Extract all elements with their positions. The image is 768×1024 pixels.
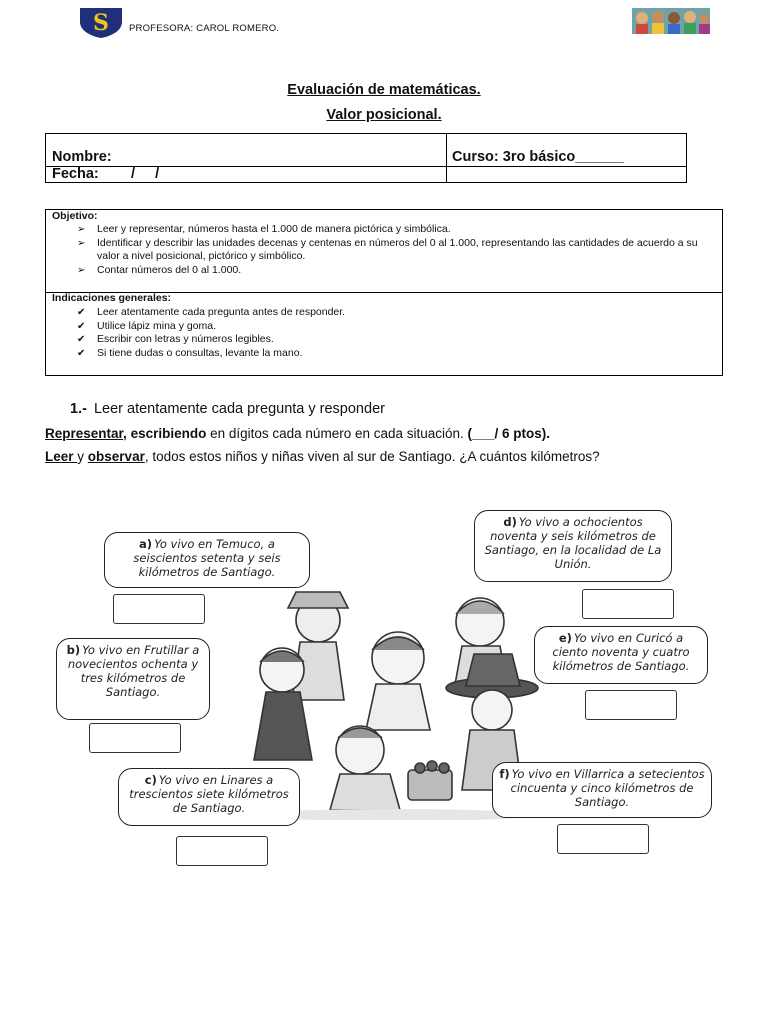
page-title: Evaluación de matemáticas. (287, 82, 481, 98)
speech-bubble-c: c) Yo vivo en Linares a trescientos siete kilómetros de Santiago. (118, 768, 300, 826)
question-1 (70, 401, 385, 417)
arrow-bullet-icon: ➢ (77, 224, 86, 235)
checkmark-icon: ✔ (77, 320, 86, 332)
answer-box-a[interactable] (113, 594, 205, 624)
list-item: ✔ Leer atentamente cada pregunta antes de responder. (77, 306, 346, 318)
svg-text:S: S (93, 10, 109, 36)
checkmark-icon: ✔ (77, 347, 86, 359)
speech-bubble-a: a) Yo vivo en Temuco, a seiscientos setenta y seis kilómetros de Santiago. (104, 532, 310, 588)
speech-bubble-f: f) Yo vivo en Villarrica a setecientos cincuenta y cinco kilómetros de Santiago. (492, 762, 712, 818)
instruction-observe: Leer y observar, todos estos niños y niñas viven al sur de Santiago. ¿A cuántos kilómetros? (45, 449, 600, 464)
answer-box-b[interactable] (89, 723, 181, 753)
objectives-box (45, 209, 723, 376)
school-logo (78, 8, 124, 38)
grade-label: Curso: 3ro básico______ (452, 149, 624, 165)
list-item: ✔ Utilice lápiz mina y goma. (77, 319, 217, 332)
date-label: Fecha: / / (52, 166, 160, 182)
objectives-list (77, 223, 707, 277)
list-item: ➢ Leer y representar, números hasta el 1.000 de manera pictórica y simbólica. (77, 223, 451, 235)
checkmark-icon: ✔ (77, 334, 86, 346)
speech-bubble-e: e) Yo vivo en Curicó a ciento noventa y cuatro kilómetros de Santiago. (534, 626, 708, 684)
list-item: ➢ Identificar y describir las unidades decenas y centenas en números del 0 al 1.000, representando las cantidades de acuerdo a su valor a nivel posicional, pictórico y simbólico. (77, 236, 698, 263)
name-label: Nombre: (52, 149, 112, 165)
checkmark-icon: ✔ (77, 307, 86, 318)
page-subtitle: Valor posicional. (326, 107, 442, 123)
objectives-heading: Objetivo: (52, 210, 98, 222)
answer-box-f[interactable] (557, 824, 649, 854)
list-item: ➢ Contar números del 0 al 1.000. (77, 263, 242, 276)
speech-bubble-d: d) Yo vivo a ochocientos noventa y seis kilómetros de Santiago, en la localidad de La Unión. (474, 510, 672, 582)
answer-box-c[interactable] (176, 836, 268, 866)
question-number: 1.- (70, 401, 87, 417)
indications-heading: Indicaciones generales: (52, 292, 172, 304)
teacher-name: PROFESORA: CAROL ROMERO. (129, 23, 280, 34)
instruction-represent: Representar, escribiendo en dígitos cada número en cada situación. (___/ 6 ptos). (45, 426, 551, 441)
arrow-bullet-icon: ➢ (77, 237, 86, 249)
question-text: Leer atentamente cada pregunta y responder (93, 401, 385, 417)
arrow-bullet-icon: ➢ (77, 264, 86, 276)
speech-bubble-b: b) Yo vivo en Frutillar a novecientos ochenta y tres kilómetros de Santiago. (56, 638, 210, 720)
header-children-photo (632, 8, 710, 34)
list-item: ✔ Escribir con letras y números legibles. (77, 333, 274, 346)
answer-box-d[interactable] (582, 589, 674, 619)
list-item: ✔ Si tiene dudas o consultas, levante la mano. (77, 346, 303, 359)
student-info-table (45, 133, 687, 183)
answer-box-e[interactable] (585, 690, 677, 720)
indications-list (77, 306, 707, 360)
score-blank: (___/ 6 ptos). (467, 426, 551, 441)
